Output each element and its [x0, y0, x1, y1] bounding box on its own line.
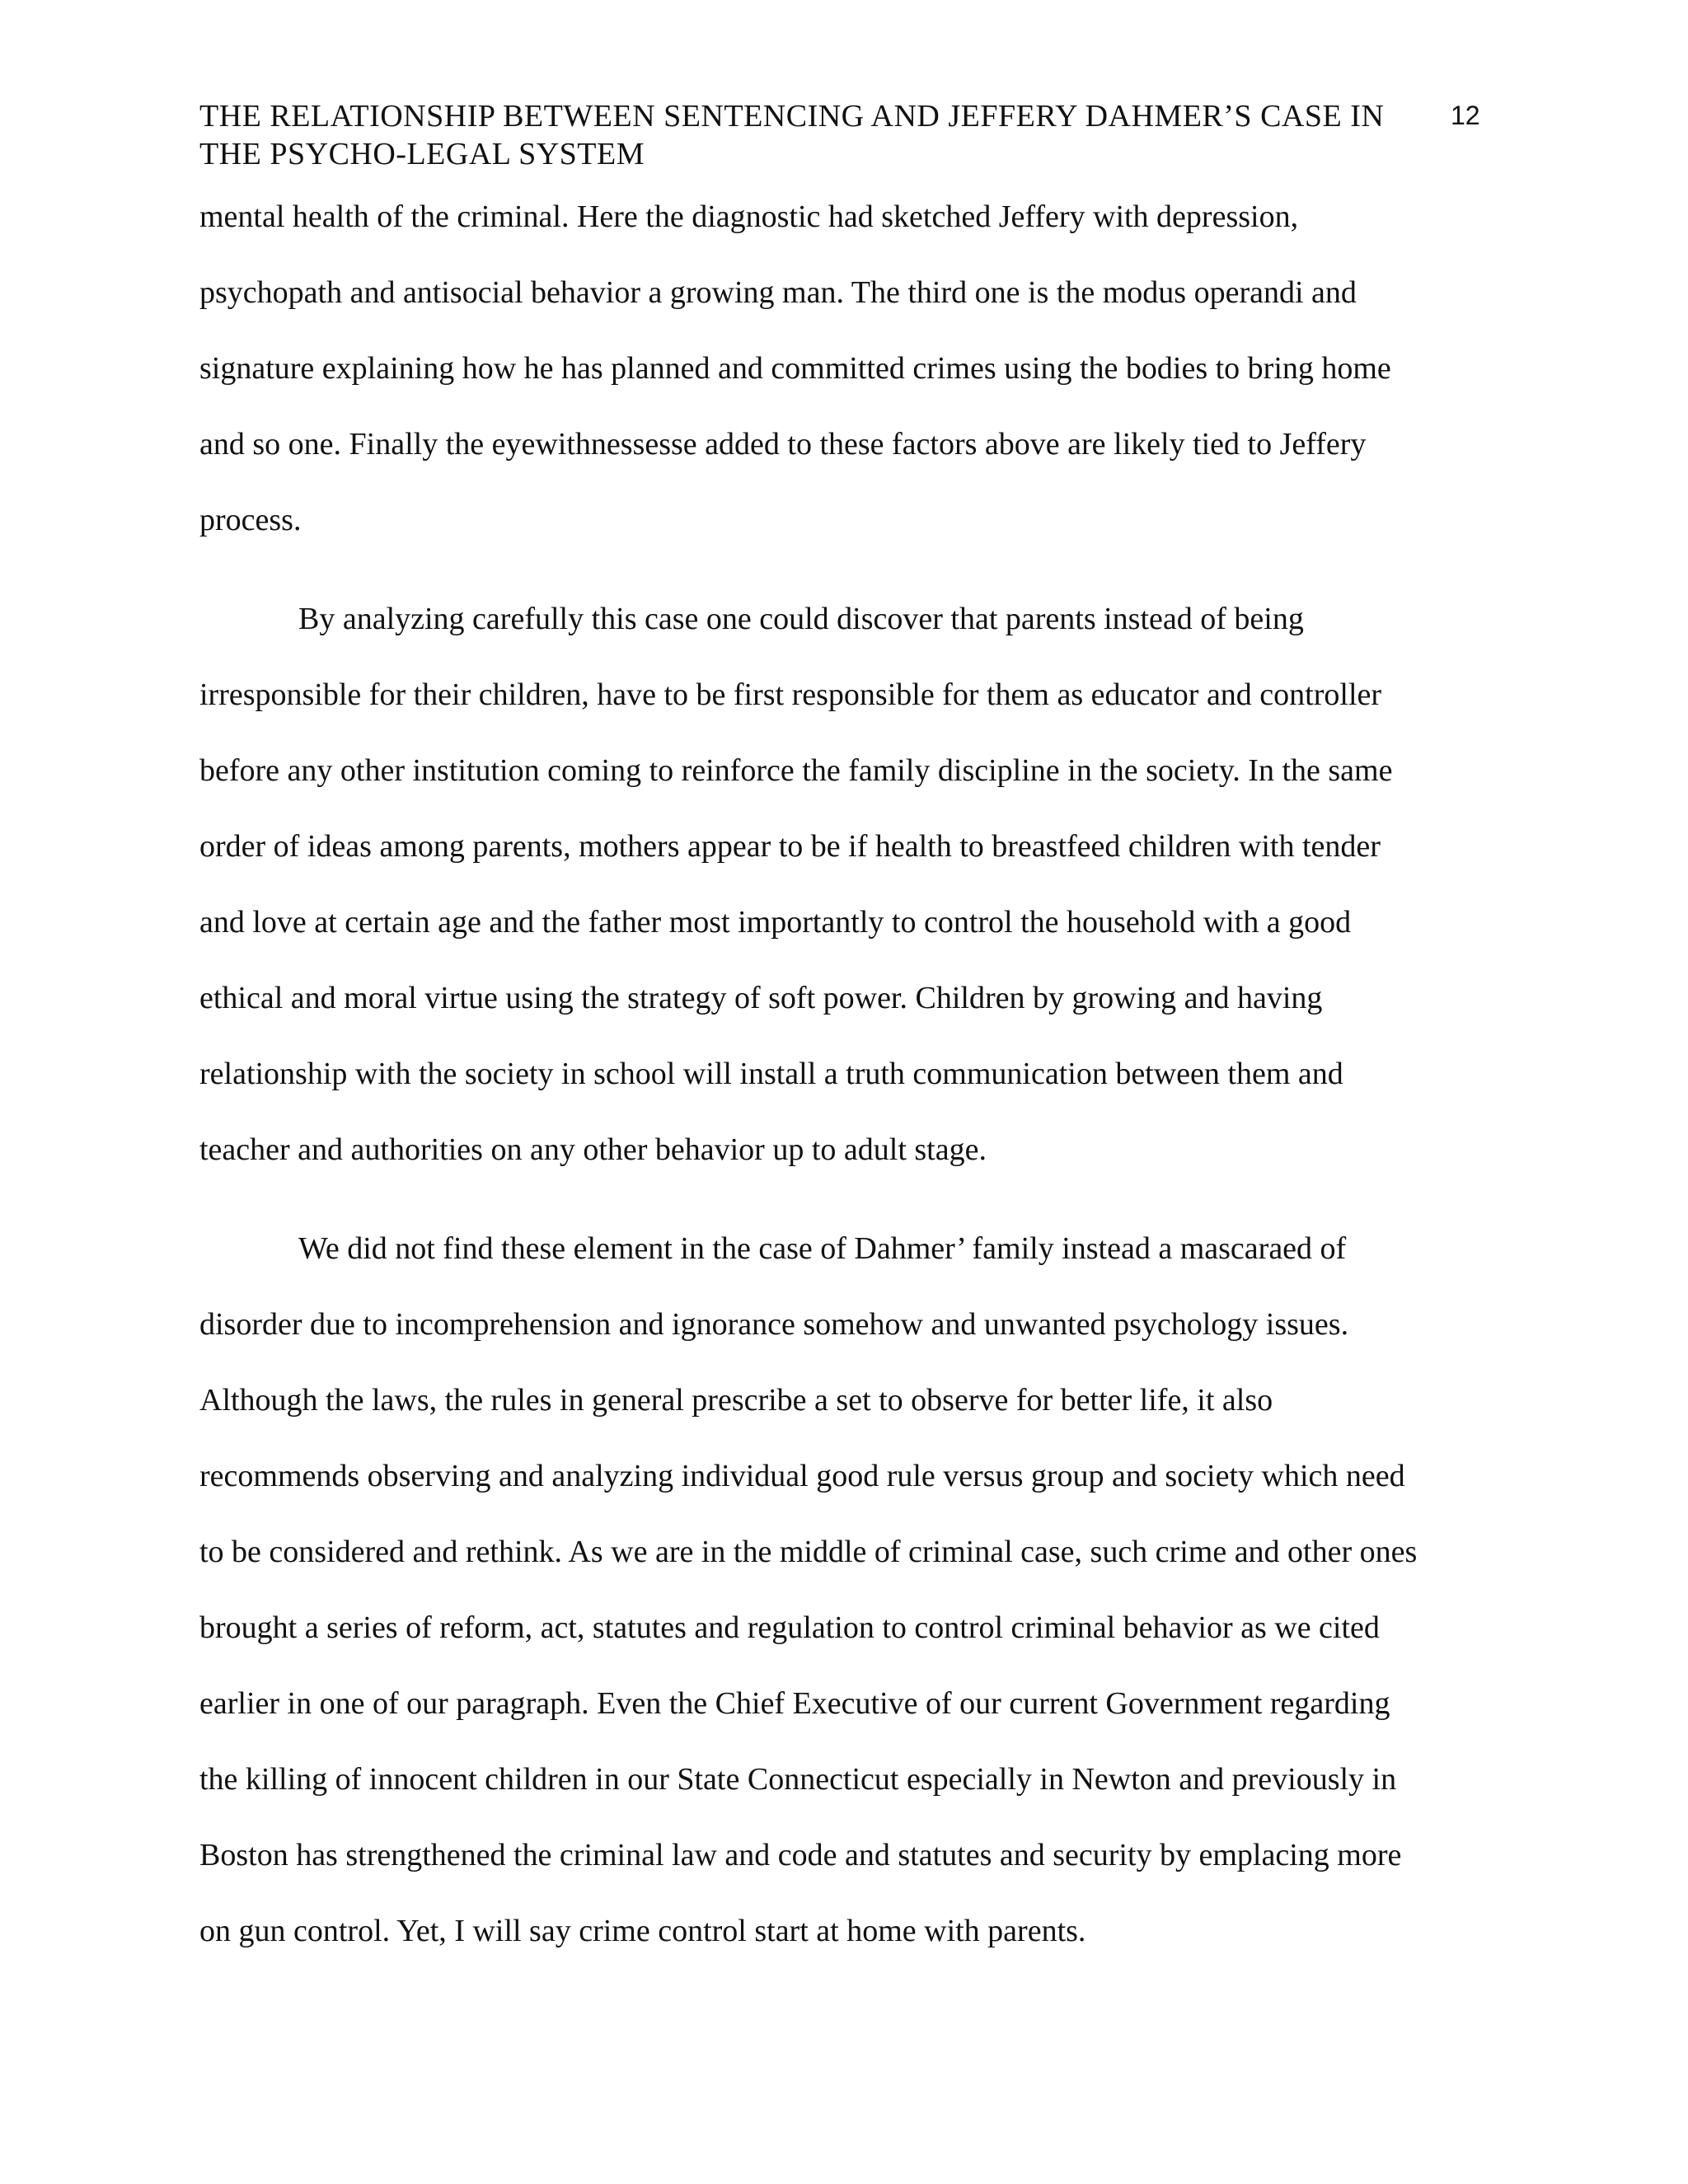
- text-line: and love at certain age and the father most importantly to control the household with a good: [199, 905, 1352, 940]
- text-line: the killing of innocent children in our State Connecticut especially in Newton and previously in: [199, 1762, 1397, 1797]
- text-line: recommends observing and analyzing individual good rule versus group and society which need: [199, 1459, 1405, 1493]
- text-line: irresponsible for their children, have to be first responsible for them as educator and controller: [199, 677, 1382, 712]
- paragraph-1: [199, 196, 1485, 575]
- text-line: ethical and moral virtue using the strategy of soft power. Children by growing and having: [199, 981, 1323, 1015]
- paragraph-gap: [199, 575, 1485, 598]
- text-line: brought a series of reform, act, statutes and regulation to control criminal behavior as we cited: [199, 1610, 1380, 1645]
- text-line: By analyzing carefully this case one could discover that parents instead of being: [298, 602, 1304, 636]
- text-line: to be considered and rethink. As we are in the middle of criminal case, such crime and other ones: [199, 1535, 1418, 1569]
- text-line: on gun control. Yet, I will say crime control start at home with parents.: [199, 1914, 1086, 1948]
- running-head-line-2: THE PSYCHO-LEGAL SYSTEM: [199, 137, 645, 171]
- paragraph-2: [199, 598, 1485, 1205]
- body-text: [199, 196, 1485, 1986]
- text-line: Although the laws, the rules in general prescribe a set to observe for better life, it also: [199, 1383, 1273, 1418]
- text-line: mental health of the criminal. Here the diagnostic had sketched Jeffery with depression,: [199, 199, 1299, 234]
- text-line: signature explaining how he has planned and committed crimes using the bodies to bring home: [199, 351, 1391, 386]
- text-line: order of ideas among parents, mothers appear to be if health to breastfeed children with tender: [199, 829, 1381, 864]
- text-line: before any other institution coming to reinforce the family discipline in the society. In the same: [199, 753, 1393, 788]
- text-line: and so one. Finally the eyewithnessesse added to these factors above are likely tied to Jeffery: [199, 427, 1367, 462]
- running-head: [199, 97, 1452, 173]
- paragraph-gap: [199, 1205, 1485, 1228]
- text-line: psychopath and antisocial behavior a growing man. The third one is the modus operandi and: [199, 275, 1357, 310]
- page-number: 12: [1451, 101, 1480, 130]
- text-line: Boston has strengthened the criminal law and code and statutes and security by emplacing more: [199, 1838, 1402, 1872]
- running-head-line-1: THE RELATIONSHIP BETWEEN SENTENCING AND JEFFERY DAHMER’S CASE IN: [199, 99, 1385, 134]
- text-line: earlier in one of our paragraph. Even the Chief Executive of our current Government regarding: [199, 1686, 1390, 1721]
- text-line: relationship with the society in school will install a truth communication between them and: [199, 1057, 1343, 1091]
- text-line: We did not find these element in the case of Dahmer’ family instead a mascaraed of: [298, 1231, 1347, 1266]
- text-line: process.: [199, 503, 302, 537]
- paragraph-3: [199, 1228, 1485, 1986]
- text-line: disorder due to incomprehension and ignorance somehow and unwanted psychology issues.: [199, 1307, 1349, 1342]
- text-line: teacher and authorities on any other behavior up to adult stage.: [199, 1132, 987, 1167]
